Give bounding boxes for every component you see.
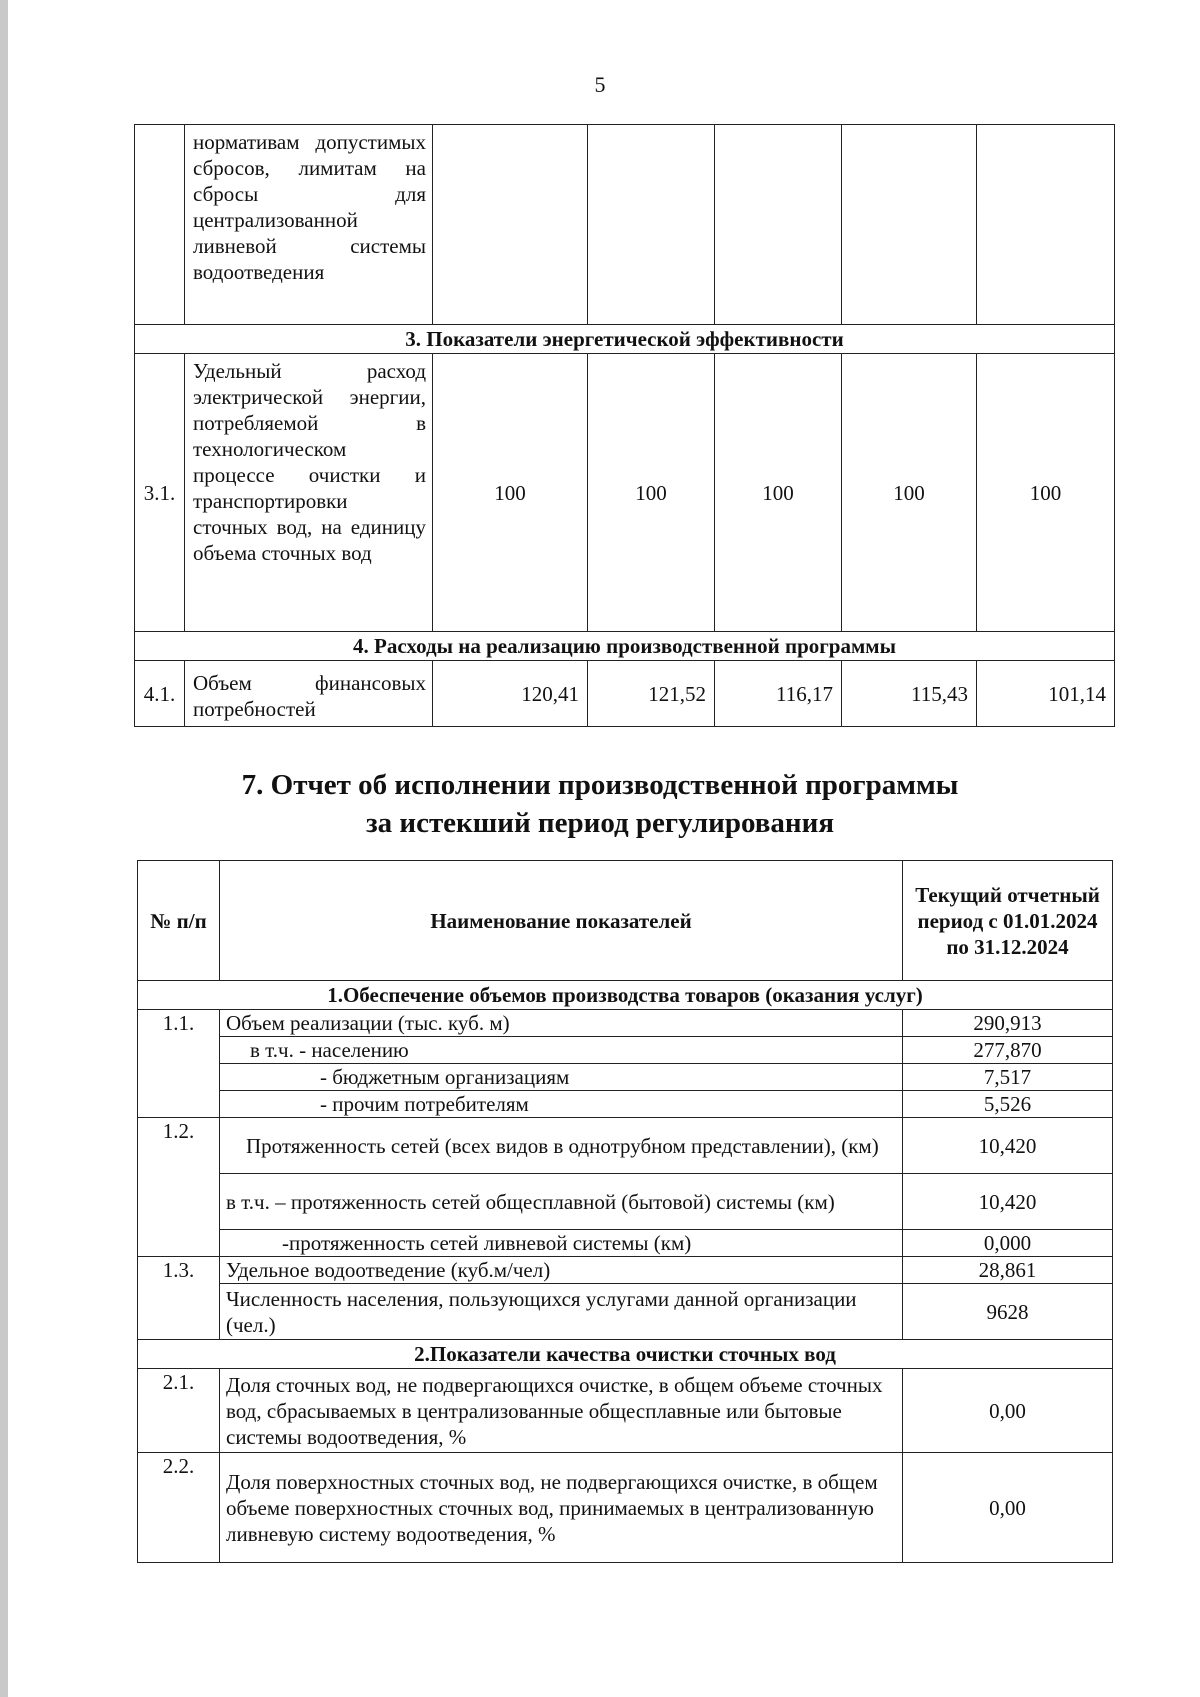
- table-row: [138, 1037, 1113, 1064]
- page-number: 5: [594, 72, 606, 97]
- indicator-name: - прочим потребителям: [220, 1091, 903, 1118]
- indicator-name: Удельное водоотведение (куб.м/чел): [220, 1257, 903, 1284]
- value-cell: 120,41: [433, 661, 588, 727]
- indicator-name: -протяженность сетей ливневой системы (км): [220, 1230, 903, 1257]
- section-row: [135, 632, 1115, 661]
- table-row: [138, 1453, 1113, 1563]
- indicators-table: [134, 124, 1115, 727]
- value-cell: 10,420: [903, 1118, 1113, 1174]
- indicator-name: Удельный расход электрической энергии, потребляемой в технологическом процессе очистки и транспортировки сточных вод, на единицу объема сточных вод: [185, 354, 433, 632]
- table-row: [138, 1257, 1113, 1284]
- indicator-name: в т.ч. – протяженность сетей общесплавной (бытовой) системы (км): [220, 1174, 903, 1230]
- row-number: 1.3.: [138, 1257, 220, 1284]
- value-cell: 116,17: [715, 661, 842, 727]
- row-number: [138, 1064, 220, 1091]
- table-row: [135, 125, 1115, 325]
- heading-line: за истекший период регулирования: [365, 807, 835, 839]
- heading-line: 7. Отчет об исполнении производственной программы: [241, 769, 959, 801]
- table-row: [135, 354, 1115, 632]
- value-cell: 0,000: [903, 1230, 1113, 1257]
- scan-edge: [0, 0, 8, 1697]
- value-cell: 100: [433, 354, 588, 632]
- header-row: [138, 861, 1113, 981]
- report-table: [137, 860, 1113, 1563]
- section-title: 4. Расходы на реализацию производственной программы: [135, 632, 1115, 661]
- section-title: 3. Показатели энергетической эффективности: [135, 325, 1115, 354]
- value-cell: 7,517: [903, 1064, 1113, 1091]
- value-cell: 277,870: [903, 1037, 1113, 1064]
- value-cell: [588, 125, 715, 325]
- value-cell: 100: [588, 354, 715, 632]
- value-cell: 0,00: [903, 1369, 1113, 1453]
- table-row: [138, 1369, 1113, 1453]
- value-cell: 10,420: [903, 1174, 1113, 1230]
- value-cell: 290,913: [903, 1010, 1113, 1037]
- table-row: [138, 1064, 1113, 1091]
- value-cell: [977, 125, 1115, 325]
- value-cell: 28,861: [903, 1257, 1113, 1284]
- indicator-name: в т.ч. - населению: [220, 1037, 903, 1064]
- row-number: [138, 1174, 220, 1230]
- row-number: 1.2.: [138, 1118, 220, 1174]
- row-number: 4.1.: [135, 661, 185, 727]
- value-cell: [433, 125, 588, 325]
- column-header-name: Наименование показателей: [220, 861, 903, 981]
- indicator-name: Объем реализации (тыс. куб. м): [220, 1010, 903, 1037]
- value-cell: 115,43: [842, 661, 977, 727]
- table-row: [138, 1174, 1113, 1230]
- table-row: [135, 661, 1115, 727]
- row-number: [138, 1284, 220, 1340]
- column-header-number: № п/п: [138, 861, 220, 981]
- table-row: [138, 1010, 1113, 1037]
- table-row: [138, 1118, 1113, 1174]
- value-cell: 101,14: [977, 661, 1115, 727]
- indicator-text: Протяженность сетей (всех видов в однотрубном представлении), (км): [246, 1133, 879, 1158]
- row-number: [138, 1230, 220, 1257]
- indicator-name: Объем финансовых потребностей: [185, 661, 433, 727]
- value-cell: 5,526: [903, 1091, 1113, 1118]
- section-row: [135, 325, 1115, 354]
- section-row: [138, 1340, 1113, 1369]
- value-cell: 100: [715, 354, 842, 632]
- row-number: [138, 1037, 220, 1064]
- report-heading: [0, 766, 1200, 842]
- value-cell: 100: [842, 354, 977, 632]
- row-number: 1.1.: [138, 1010, 220, 1037]
- table-row: [138, 1091, 1113, 1118]
- value-cell: 121,52: [588, 661, 715, 727]
- section-row: [138, 981, 1113, 1010]
- value-cell: 0,00: [903, 1453, 1113, 1563]
- value-cell: [842, 125, 977, 325]
- value-cell: 100: [977, 354, 1115, 632]
- value-cell: [715, 125, 842, 325]
- indicator-name: Численность населения, пользующихся услугами данной организации (чел.): [220, 1284, 903, 1340]
- row-number: 2.2.: [138, 1453, 220, 1563]
- table-row: [138, 1284, 1113, 1340]
- row-number: [135, 125, 185, 325]
- section-title: 1.Обеспечение объемов производства товаров (оказания услуг): [138, 981, 1113, 1010]
- table-row: [138, 1230, 1113, 1257]
- indicator-name: Доля сточных вод, не подвергающихся очистке, в общем объеме сточных вод, сбрасываемых в централизованные общесплавные или бытовые системы водоотведения, %: [220, 1369, 903, 1453]
- indicator-name: - бюджетным организациям: [220, 1064, 903, 1091]
- indicator-name: [220, 1118, 903, 1174]
- value-cell: 9628: [903, 1284, 1113, 1340]
- column-header-period: Текущий отчетный период с 01.01.2024 по 31.12.2024: [903, 861, 1113, 981]
- row-number: 3.1.: [135, 354, 185, 632]
- section-title: 2.Показатели качества очистки сточных вод: [138, 1340, 1113, 1369]
- indicator-name: Доля поверхностных сточных вод, не подвергающихся очистке, в общем объеме поверхностных сточных вод, принимаемых в централизованную ливневую систему водоотведения, %: [220, 1453, 903, 1563]
- indicator-name: нормативам допустимых сбросов, лимитам на сбросы для централизованной ливневой системы водоотведения: [185, 125, 433, 325]
- row-number: [138, 1091, 220, 1118]
- row-number: 2.1.: [138, 1369, 220, 1453]
